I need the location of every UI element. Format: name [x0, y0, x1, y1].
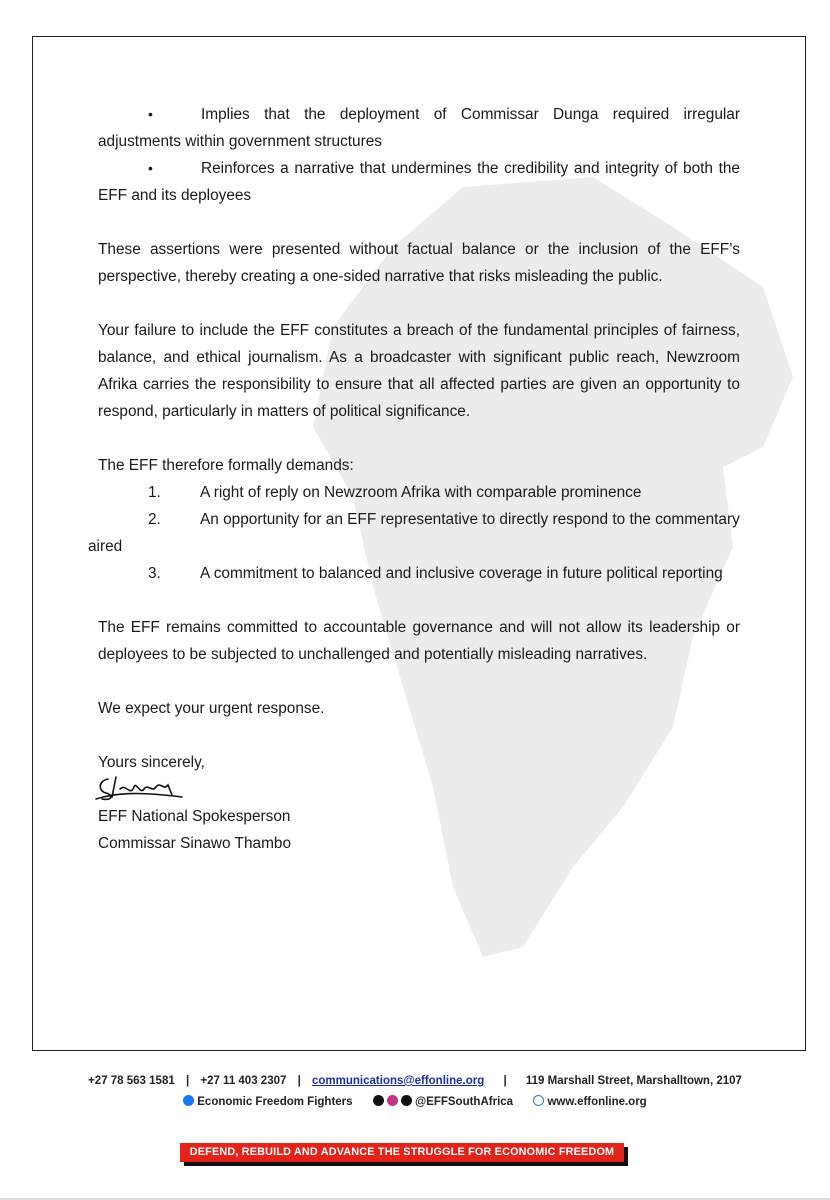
footer-social-row — [0, 1095, 830, 1108]
phone-1: +27 78 563 1581 — [88, 1075, 175, 1087]
bullet-item — [98, 101, 740, 155]
bullet-text-continuation: adjustments within government structures — [98, 133, 382, 150]
tiktok-icon — [401, 1095, 412, 1106]
signatory-name: Commissar Sinawo Thambo — [98, 835, 292, 852]
paragraph-assertions: These assertions were presented without factual balance or the inclusion of the EFF’s perspective, thereby creating a one-sided narrative that risks misleading the public. — [98, 241, 740, 285]
bullet-item — [98, 155, 740, 209]
demand-number: 3. — [148, 565, 161, 582]
demand-text-wrap: aired — [88, 538, 123, 555]
bullet-text-continuation: EFF and its deployees — [98, 187, 252, 204]
separator: | — [503, 1075, 507, 1087]
paragraph-commitment: The EFF remains committed to accountable governance and will not allow its leadership or deployees to be subjected to unchallenged and potentially misleading narratives. — [98, 619, 740, 663]
paragraph-failure: Your failure to include the EFF constitutes a breach of the fundamental principles of fairness, balance, and ethical journalism. As a broadcaster with significant public reach, Newzroom Afrika carries the responsibility to ensure that all affected parties are given an opportunity to respond, particularly in matters of political significance. — [98, 322, 740, 420]
bullet-dot: • — [148, 160, 153, 176]
slogan-banner: DEFEND, REBUILD AND ADVANCE THE STRUGGLE FOR ECONOMIC FREEDOM — [180, 1143, 624, 1162]
sign-off: Yours sincerely, — [98, 754, 205, 771]
address: 119 Marshall Street, Marshalltown, 2107 — [525, 1075, 742, 1087]
instagram-icon — [387, 1095, 398, 1106]
separator: | — [297, 1075, 301, 1087]
bullet-dot: • — [148, 106, 153, 122]
demand-text: A commitment to balanced and inclusive coverage in future political reporting — [200, 565, 723, 582]
closing-request: We expect your urgent response. — [98, 700, 325, 717]
bullet-text: Implies that the deployment of Commissar Dunga required irregular — [201, 106, 740, 123]
separator: | — [185, 1075, 190, 1087]
footer-contact-row — [0, 1075, 830, 1087]
demand-number: 2. — [148, 511, 161, 528]
demand-number: 1. — [148, 484, 161, 501]
facebook-icon — [183, 1095, 194, 1106]
signatory-title: EFF National Spokesperson — [98, 808, 291, 825]
demand-text: An opportunity for an EFF representative to directly respond to the commentary — [200, 511, 740, 528]
demands-intro: The EFF therefore formally demands: — [98, 457, 354, 474]
bullet-text: Reinforces a narrative that undermines the credibility and integrity of both the — [201, 160, 740, 177]
x-icon — [373, 1095, 384, 1106]
globe-icon — [533, 1095, 544, 1106]
phone-2: +27 11 403 2307 — [200, 1075, 287, 1087]
handwritten-signature — [90, 769, 190, 805]
email-link[interactable]: communications@effonline.org — [312, 1075, 485, 1087]
website-link[interactable]: www.effonline.org — [547, 1096, 647, 1108]
facebook-name[interactable]: Economic Freedom Fighters — [197, 1096, 353, 1108]
demand-text: A right of reply on Newzroom Afrika with comparable prominence — [200, 484, 642, 501]
social-handle[interactable]: @EFFSouthAfrica — [414, 1096, 514, 1108]
